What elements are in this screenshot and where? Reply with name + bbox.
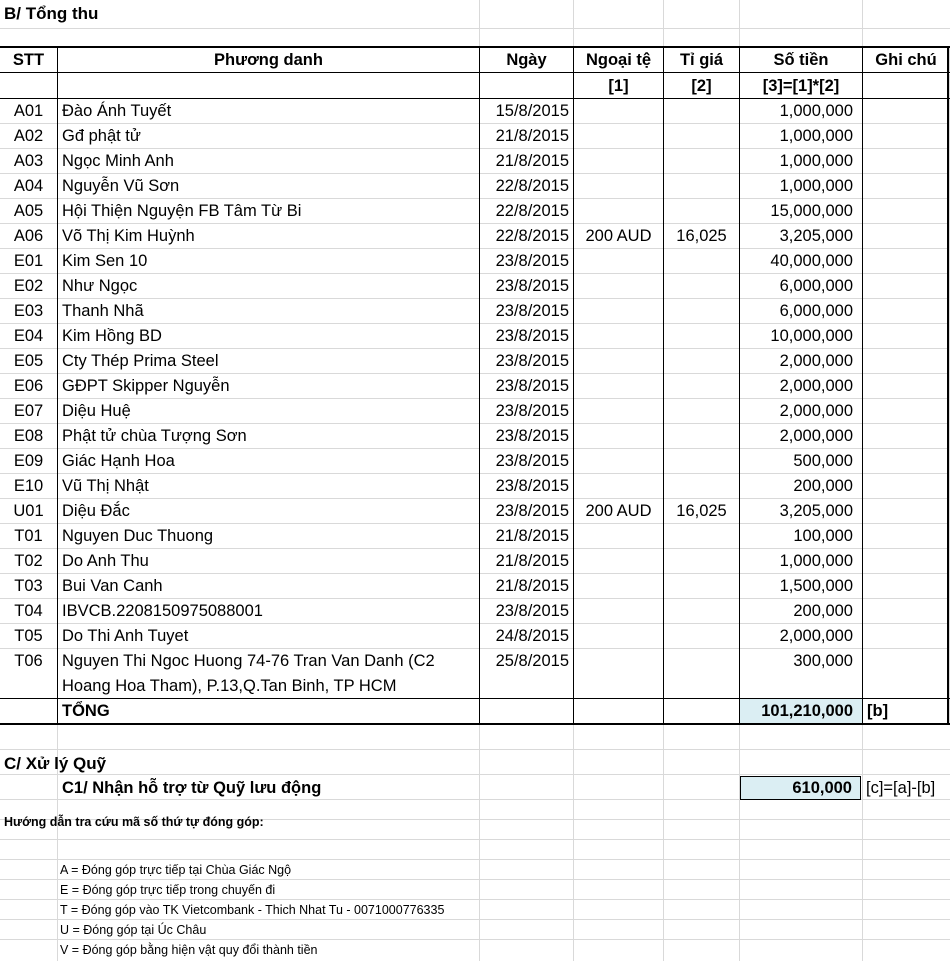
cell-note	[863, 374, 950, 399]
cell-amount: 2,000,000	[740, 424, 863, 449]
cell-amount: 2,000,000	[740, 399, 863, 424]
cell-date: 23/8/2015	[480, 449, 574, 474]
cell-rate: 16,025	[664, 499, 740, 524]
cell-currency	[574, 324, 664, 349]
cell-stt: E01	[0, 249, 58, 274]
cell-name: Gđ phật tử	[58, 124, 480, 149]
cell-currency	[574, 599, 664, 624]
table-row	[0, 549, 950, 574]
cell-stt: A06	[0, 224, 58, 249]
cell-currency	[574, 124, 664, 149]
guide-line: V = Đóng góp bằng hiện vật quy đổi thành tiền	[60, 943, 318, 957]
table-row	[0, 149, 950, 174]
cell-rate	[664, 299, 740, 324]
cell-rate	[664, 99, 740, 124]
cell-rate	[664, 574, 740, 599]
total-label: TỔNG	[58, 699, 480, 724]
cell-note	[863, 249, 950, 274]
cell-note	[863, 124, 950, 149]
cell-note	[863, 399, 950, 424]
cell-currency	[574, 349, 664, 374]
cell-stt: E04	[0, 324, 58, 349]
cell-stt: E05	[0, 349, 58, 374]
cell-amount: 500,000	[740, 449, 863, 474]
c1-ref: [c]=[a]-[b]	[866, 779, 936, 797]
cell-amount: 10,000,000	[740, 324, 863, 349]
cell-stt: U01	[0, 499, 58, 524]
cell-stt: T06	[0, 649, 58, 674]
cell-note	[863, 99, 950, 124]
cell-note	[863, 149, 950, 174]
cell-name: Giác Hạnh Hoa	[58, 449, 480, 474]
section-c-title: C/ Xử lý Quỹ	[4, 754, 107, 773]
cell-rate	[664, 124, 740, 149]
cell-name: Diệu Huệ	[58, 399, 480, 424]
cell-rate	[664, 149, 740, 174]
subheader-amount: [3]=[1]*[2]	[740, 74, 863, 99]
cell-name: Bui Van Canh	[58, 574, 480, 599]
cell-note	[863, 174, 950, 199]
cell-date: 23/8/2015	[480, 599, 574, 624]
header-amount: Số tiền	[740, 48, 863, 73]
cell-note	[863, 274, 950, 299]
cell-rate	[664, 599, 740, 624]
cell-stt: A02	[0, 124, 58, 149]
table-row	[0, 299, 950, 324]
cell-note	[863, 299, 950, 324]
cell-name: Đào Ánh Tuyết	[58, 99, 480, 124]
total-row	[0, 699, 950, 724]
cell-rate	[664, 449, 740, 474]
c1-amount: 610,000	[740, 776, 861, 800]
cell-stt: T05	[0, 624, 58, 649]
cell-stt: T02	[0, 549, 58, 574]
cell-amount: 2,000,000	[740, 374, 863, 399]
total-amount: 101,210,000	[740, 699, 863, 724]
cell-amount: 1,000,000	[740, 174, 863, 199]
cell-name: Do Anh Thu	[58, 549, 480, 574]
cell-amount: 300,000	[740, 649, 863, 674]
header-note: Ghi chú	[863, 48, 950, 73]
table-row	[0, 124, 950, 149]
cell-stt: E02	[0, 274, 58, 299]
table-row	[0, 499, 950, 524]
cell-stt: E07	[0, 399, 58, 424]
table-row	[0, 324, 950, 349]
cell-note	[863, 224, 950, 249]
cell-rate	[664, 424, 740, 449]
cell-date: 23/8/2015	[480, 349, 574, 374]
table-row	[0, 599, 950, 624]
cell-note	[863, 349, 950, 374]
guide-line: A = Đóng góp trực tiếp tại Chùa Giác Ngộ	[60, 863, 292, 877]
cell-note	[863, 549, 950, 574]
cell-amount: 1,000,000	[740, 99, 863, 124]
cell-currency	[574, 524, 664, 549]
cell-stt: E03	[0, 299, 58, 324]
table-row	[0, 99, 950, 124]
cell-date: 22/8/2015	[480, 224, 574, 249]
cell-name: Vũ Thị Nhật	[58, 474, 480, 499]
cell-name: Do Thi Anh Tuyet	[58, 624, 480, 649]
cell-rate	[664, 524, 740, 549]
cell-currency	[574, 149, 664, 174]
cell-currency	[574, 574, 664, 599]
cell-name: Nguyễn Vũ Sơn	[58, 174, 480, 199]
cell-amount: 1,000,000	[740, 549, 863, 574]
cell-name: Kim Hồng BD	[58, 324, 480, 349]
cell-currency	[574, 299, 664, 324]
table-row	[0, 624, 950, 649]
cell-date: 15/8/2015	[480, 99, 574, 124]
cell-currency	[574, 249, 664, 274]
cell-currency	[574, 424, 664, 449]
cell-amount: 200,000	[740, 599, 863, 624]
cell-rate	[664, 474, 740, 499]
cell-currency	[574, 474, 664, 499]
cell-currency	[574, 549, 664, 574]
cell-amount: 100,000	[740, 524, 863, 549]
c1-label: C1/ Nhận hỗ trợ từ Quỹ lưu động	[62, 779, 322, 797]
cell-amount: 3,205,000	[740, 499, 863, 524]
cell-amount: 40,000,000	[740, 249, 863, 274]
table-header	[0, 48, 950, 73]
table-row	[0, 474, 950, 499]
cell-amount: 1,000,000	[740, 124, 863, 149]
cell-note	[863, 599, 950, 624]
cell-note	[863, 574, 950, 599]
cell-rate	[664, 174, 740, 199]
cell-rate: 16,025	[664, 224, 740, 249]
cell-date: 21/8/2015	[480, 149, 574, 174]
guide-title: Hướng dẫn tra cứu mã số thứ tự đóng góp:	[4, 815, 264, 829]
header-rate: Tỉ giá	[664, 48, 740, 73]
cell-note	[863, 324, 950, 349]
cell-name-line2: Hoang Hoa Tham), P.13,Q.Tan Binh, TP HCM	[58, 674, 480, 699]
guide-line: T = Đóng góp vào TK Vietcombank - Thich Nhat Tu - 0071000776335	[60, 903, 445, 917]
cell-name: Thanh Nhã	[58, 299, 480, 324]
cell-amount: 6,000,000	[740, 274, 863, 299]
cell-note	[863, 199, 950, 224]
cell-name-line1: Nguyen Thi Ngoc Huong 74-76 Tran Van Danh (C2	[58, 649, 480, 674]
table-row	[0, 374, 950, 399]
cell-name: Nguyen Duc Thuong	[58, 524, 480, 549]
cell-date: 22/8/2015	[480, 174, 574, 199]
cell-date: 23/8/2015	[480, 324, 574, 349]
header-stt: STT	[0, 48, 58, 73]
cell-date: 25/8/2015	[480, 649, 574, 674]
cell-currency	[574, 374, 664, 399]
cell-note	[863, 524, 950, 549]
cell-name: Phật tử chùa Tượng Sơn	[58, 424, 480, 449]
cell-name: Võ Thị Kim Huỳnh	[58, 224, 480, 249]
cell-stt: T04	[0, 599, 58, 624]
cell-date: 23/8/2015	[480, 499, 574, 524]
table-row	[0, 524, 950, 549]
cell-name: Cty Thép Prima Steel	[58, 349, 480, 374]
cell-name: GĐPT Skipper Nguyễn	[58, 374, 480, 399]
cell-date: 21/8/2015	[480, 524, 574, 549]
table-row	[0, 249, 950, 274]
cell-amount: 3,205,000	[740, 224, 863, 249]
cell-amount: 1,000,000	[740, 149, 863, 174]
cell-stt: E08	[0, 424, 58, 449]
cell-name: Kim Sen 10	[58, 249, 480, 274]
cell-amount: 2,000,000	[740, 349, 863, 374]
table-row	[0, 174, 950, 199]
cell-name: IBVCB.2208150975088001	[58, 599, 480, 624]
cell-rate	[664, 374, 740, 399]
guide-line: E = Đóng góp trực tiếp trong chuyến đi	[60, 883, 276, 897]
cell-date: 23/8/2015	[480, 249, 574, 274]
cell-currency	[574, 274, 664, 299]
cell-note	[863, 624, 950, 649]
cell-rate	[664, 399, 740, 424]
cell-stt: T01	[0, 524, 58, 549]
cell-rate	[664, 624, 740, 649]
cell-note	[863, 449, 950, 474]
cell-rate	[664, 549, 740, 574]
cell-stt: E06	[0, 374, 58, 399]
cell-date: 23/8/2015	[480, 399, 574, 424]
cell-note	[863, 474, 950, 499]
cell-stt: A01	[0, 99, 58, 124]
cell-note	[863, 499, 950, 524]
cell-stt: A05	[0, 199, 58, 224]
cell-currency	[574, 99, 664, 124]
subheader-rate: [2]	[664, 74, 740, 99]
cell-amount: 6,000,000	[740, 299, 863, 324]
table-row	[0, 574, 950, 599]
cell-rate	[664, 249, 740, 274]
table-row	[0, 399, 950, 424]
cell-rate	[664, 199, 740, 224]
cell-date: 21/8/2015	[480, 124, 574, 149]
total-ref: [b]	[863, 699, 950, 724]
cell-currency: 200 AUD	[574, 224, 664, 249]
cell-currency	[574, 199, 664, 224]
table-subheader	[0, 74, 950, 99]
table-row	[0, 274, 950, 299]
cell-currency: 200 AUD	[574, 499, 664, 524]
cell-date: 22/8/2015	[480, 199, 574, 224]
cell-stt: A04	[0, 174, 58, 199]
cell-rate	[664, 324, 740, 349]
cell-note	[863, 424, 950, 449]
table-row	[0, 224, 950, 249]
cell-date: 21/8/2015	[480, 549, 574, 574]
cell-name: Như Ngọc	[58, 274, 480, 299]
cell-date: 24/8/2015	[480, 624, 574, 649]
cell-date: 23/8/2015	[480, 274, 574, 299]
cell-name: Diệu Đắc	[58, 499, 480, 524]
cell-currency	[574, 449, 664, 474]
cell-currency	[574, 399, 664, 424]
cell-amount: 200,000	[740, 474, 863, 499]
cell-date: 23/8/2015	[480, 299, 574, 324]
guide-line: U = Đóng góp tại Úc Châu	[60, 923, 207, 937]
cell-amount: 15,000,000	[740, 199, 863, 224]
cell-date: 23/8/2015	[480, 374, 574, 399]
cell-stt: E09	[0, 449, 58, 474]
cell-stt: T03	[0, 574, 58, 599]
header-date: Ngày	[480, 48, 574, 73]
subheader-currency: [1]	[574, 74, 664, 99]
table-row	[0, 424, 950, 449]
cell-currency	[574, 624, 664, 649]
cell-stt: A03	[0, 149, 58, 174]
cell-stt: E10	[0, 474, 58, 499]
table-row	[0, 199, 950, 224]
table-row	[0, 449, 950, 474]
cell-rate	[664, 349, 740, 374]
section-b-title: B/ Tổng thu	[4, 4, 99, 23]
header-currency: Ngoại tệ	[574, 48, 664, 73]
table-row	[0, 349, 950, 374]
cell-date: 23/8/2015	[480, 474, 574, 499]
cell-currency	[574, 174, 664, 199]
cell-rate	[664, 274, 740, 299]
cell-amount: 1,500,000	[740, 574, 863, 599]
header-name: Phương danh	[58, 48, 480, 73]
cell-date: 23/8/2015	[480, 424, 574, 449]
cell-date: 21/8/2015	[480, 574, 574, 599]
cell-name: Hội Thiện Nguyện FB Tâm Từ Bi	[58, 199, 480, 224]
cell-name: Ngọc Minh Anh	[58, 149, 480, 174]
cell-amount: 2,000,000	[740, 624, 863, 649]
